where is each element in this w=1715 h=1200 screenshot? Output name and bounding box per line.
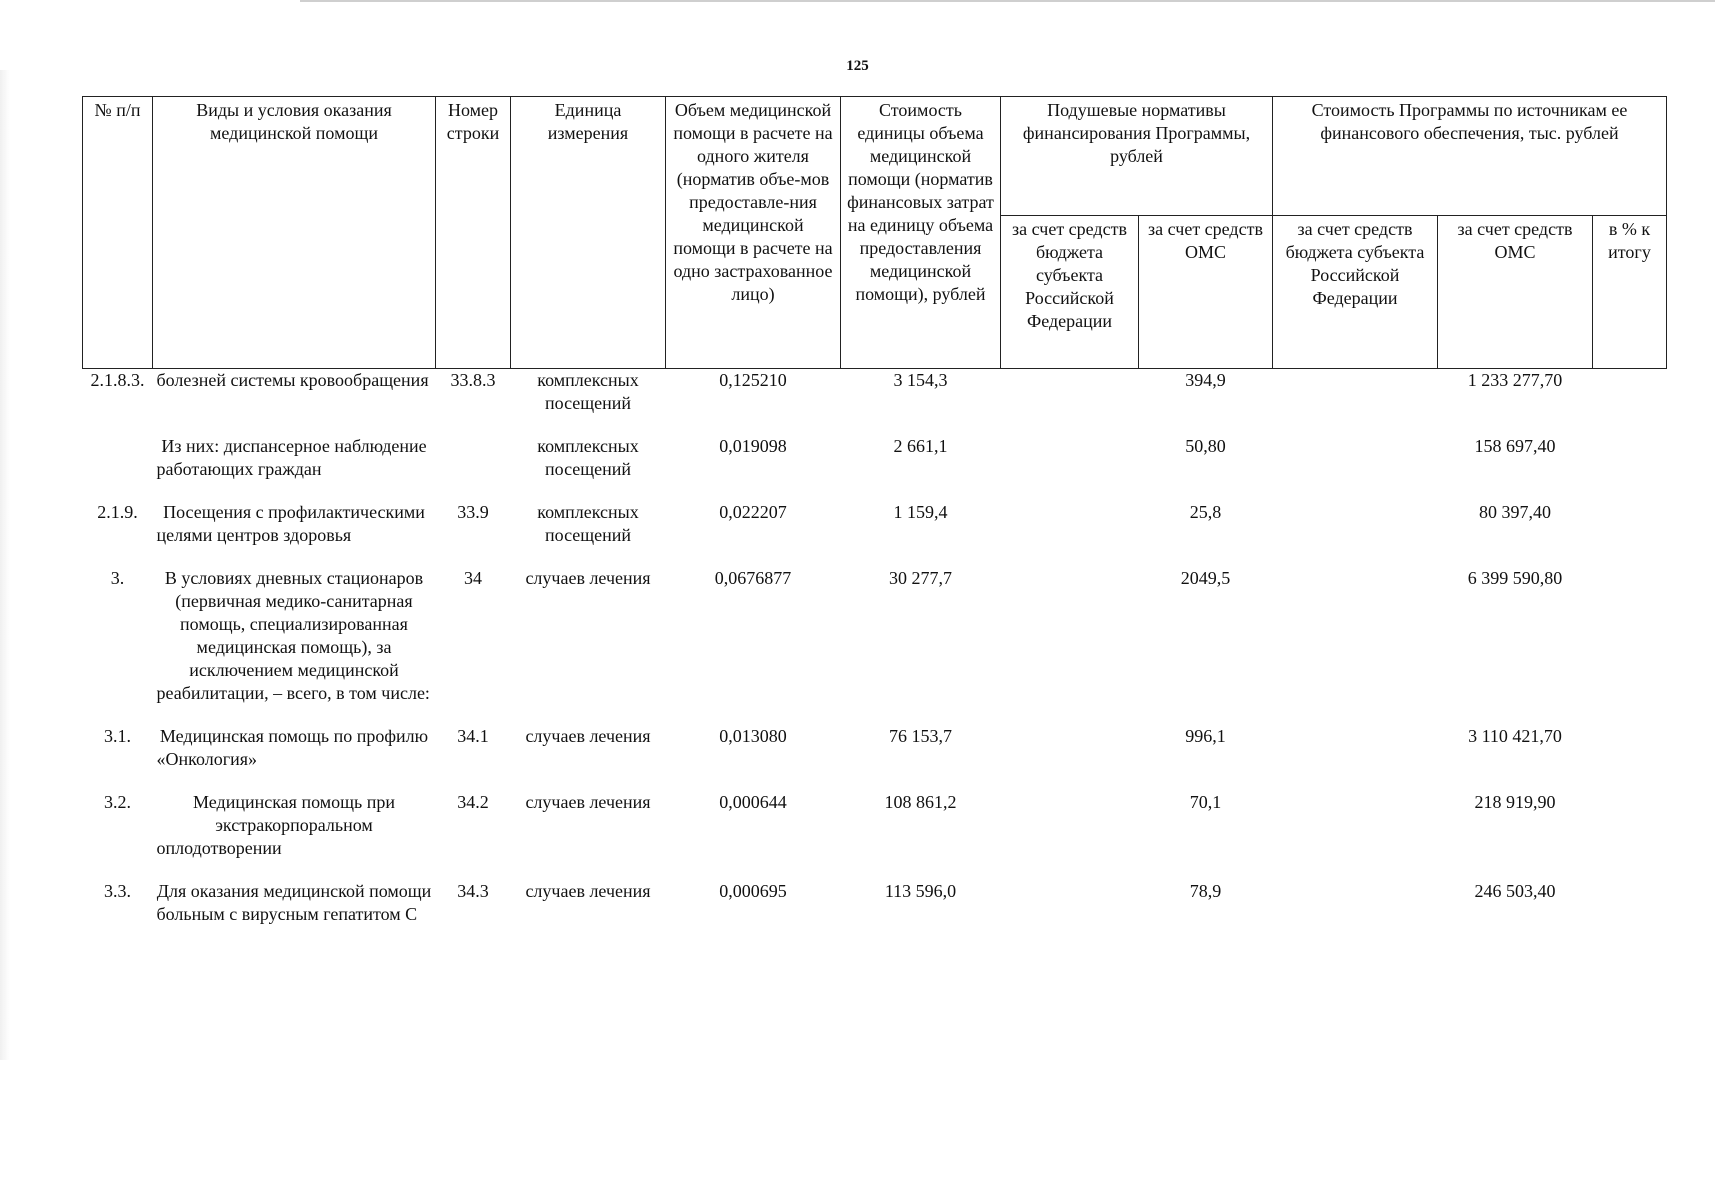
row-cost-oms: 3 110 421,70 [1468,726,1562,746]
row-volume: 0,013080 [719,726,787,746]
row-cost-budget [1273,880,1438,946]
header-kinds: Виды и условия оказания медицинской помощи [153,97,436,369]
row-description: болезней системы кровообращения [156,370,429,390]
row-line-number: 34.3 [457,881,489,901]
table-row [83,725,1667,791]
row-cost-oms: 158 697,40 [1474,436,1556,456]
row-unit: случаев лечения [525,881,651,901]
table-row [83,791,1667,880]
row-line-number: 34.2 [457,792,489,812]
row-cost-percent [1593,880,1667,946]
row-volume: 0,000644 [719,792,787,812]
row-unit: случаев лечения [525,568,651,588]
row-percapita-budget [1001,880,1139,946]
row-percapita-budget [1001,501,1139,567]
row-volume: 0,0676877 [714,568,792,588]
header-percapita-budget: за счет средств бюджета субъекта Российской Федерации [1001,216,1139,369]
row-number: 3.1. [104,726,131,746]
row-percapita-budget [1001,567,1139,725]
row-line-number [436,435,511,501]
row-description: В условиях дневных стационаров (первичная медико-санитарная помощь, специализированная медицинская помощь), за исключением медицинской реабилитации, – всего, в том числе: [156,568,430,703]
row-cost-oms: 218 919,90 [1474,792,1556,812]
row-percapita-budget [1001,725,1139,791]
row-number: 3. [110,568,125,588]
row-unit-cost: 1 159,4 [893,502,948,522]
row-cost-budget [1273,791,1438,880]
row-volume: 0,022207 [719,502,787,522]
row-number: 2.1.9. [97,502,138,522]
table-body [83,369,1667,947]
row-volume: 0,000695 [719,881,787,901]
row-cost-budget [1273,435,1438,501]
table-row [83,501,1667,567]
row-unit: комплексных посещений [537,502,639,545]
row-percapita-oms: 50,80 [1185,436,1226,456]
header-row-number: Номер строки [436,97,511,369]
row-percapita-oms: 25,8 [1189,502,1222,522]
row-description: Из них: диспансерное наблюдение работающих граждан [156,436,427,479]
header-cost-percent: в % к итогу [1593,216,1667,369]
row-cost-budget [1273,369,1438,436]
row-cost-percent [1593,369,1667,436]
row-description: Для оказания медицинской помощи больным с вирусным гепатитом С [156,881,432,924]
row-unit-cost: 30 277,7 [889,568,952,588]
row-cost-oms: 80 397,40 [1479,502,1551,522]
header-program-cost-group: Стоимость Программы по источникам ее финансового обеспечения, тыс. рублей [1273,97,1667,216]
header-percapita-oms: за счет средств ОМС [1139,216,1273,369]
row-volume: 0,125210 [719,370,787,390]
row-cost-budget [1273,501,1438,567]
table-row [83,880,1667,946]
row-unit: случаев лечения [525,726,651,746]
scan-top-rule [300,0,1715,2]
row-number: 3.2. [104,792,131,812]
row-percapita-budget [1001,369,1139,436]
row-description: Посещения с профилактическими целями центров здоровья [156,502,425,545]
row-unit-cost: 2 661,1 [893,436,948,456]
row-cost-oms: 246 503,40 [1474,881,1556,901]
header-volume: Объем медицинской помощи в расчете на одного жителя (норматив объе-мов предоставле-ния медицинской помощи в расчете на одно застрахованное лицо) [666,97,841,369]
row-line-number: 33.8.3 [450,370,496,390]
header-number: № п/п [83,97,153,369]
row-cost-oms: 6 399 590,80 [1467,568,1563,588]
row-cost-percent [1593,435,1667,501]
table-row [83,435,1667,501]
row-cost-percent [1593,501,1667,567]
row-percapita-oms: 2049,5 [1180,568,1231,588]
row-line-number: 33.9 [457,502,489,522]
row-unit: случаев лечения [525,792,651,812]
row-line-number: 34.1 [457,726,489,746]
row-description: Медицинская помощь при экстракорпоральном оплодотворении [156,792,395,858]
row-percapita-oms: 70,1 [1189,792,1222,812]
header-percapita-group: Подушевые нормативы финансирования Программы, рублей [1001,97,1273,216]
row-cost-oms: 1 233 277,70 [1467,370,1563,390]
row-percapita-oms: 996,1 [1185,726,1226,746]
row-unit-cost: 3 154,3 [893,370,948,390]
row-number: 3.3. [104,881,131,901]
row-cost-percent [1593,567,1667,725]
row-number [83,435,153,501]
row-cost-percent [1593,791,1667,880]
program-cost-table [82,96,1667,946]
row-unit-cost: 113 596,0 [884,881,957,901]
row-unit: комплексных посещений [537,370,639,413]
row-unit-cost: 76 153,7 [889,726,952,746]
table-row [83,567,1667,725]
row-cost-budget [1273,567,1438,725]
scan-edge-shadow [0,70,10,1060]
row-cost-budget [1273,725,1438,791]
table-header [83,97,1667,369]
page-number: 125 [846,58,869,74]
row-percapita-budget [1001,435,1139,501]
row-description: Медицинская помощь по профилю «Онкология» [156,726,429,769]
header-cost-oms: за счет средств ОМС [1438,216,1593,369]
table-row [83,369,1667,436]
row-unit-cost: 108 861,2 [884,792,957,812]
row-percapita-budget [1001,791,1139,880]
row-percapita-oms: 394,9 [1185,370,1226,390]
row-cost-percent [1593,725,1667,791]
header-cost-budget: за счет средств бюджета субъекта Российской Федерации [1273,216,1438,369]
header-unit-cost: Стоимость единицы объема медицинской помощи (норматив финансовых затрат на единицу объема предоставления медицинской помощи), рублей [841,97,1001,369]
header-unit: Единица измерения [511,97,666,369]
row-unit: комплексных посещений [537,436,639,479]
row-line-number: 34 [464,568,482,588]
row-number: 2.1.8.3. [90,370,145,390]
row-percapita-oms: 78,9 [1189,881,1222,901]
row-volume: 0,019098 [719,436,787,456]
